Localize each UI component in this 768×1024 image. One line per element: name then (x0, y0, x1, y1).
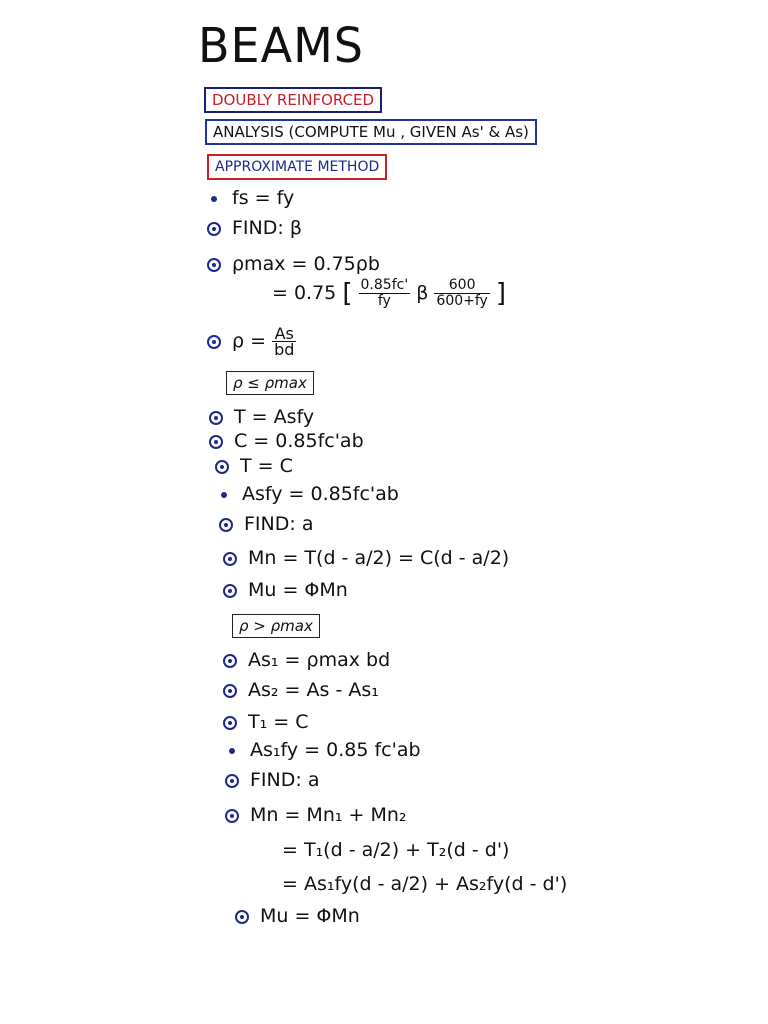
ring-bullet-icon (212, 454, 232, 478)
ring-bullet-icon (220, 648, 240, 672)
dot-bullet-icon (222, 738, 242, 762)
ring-bullet-icon (220, 678, 240, 702)
ring-bullet-icon (222, 768, 242, 792)
step-rho-max-expanded: = 0.75 [ $\frac{0.85fc'}{fy}$ β $\frac{600}{600+fy}$ ] (272, 277, 507, 309)
step-rho: ρ = $\frac{As}{bd}$ (204, 326, 296, 357)
ring-bullet-icon (216, 512, 236, 536)
ring-bullet-icon (222, 803, 242, 827)
section-approximate-method: APPROXIMATE METHOD (207, 154, 387, 180)
ring-bullet-icon (204, 329, 224, 353)
fraction-600: $\frac{600}{600+fy}$ (436, 277, 488, 309)
case1-step: FIND: a (216, 512, 313, 536)
case2-step: T₁ = C (220, 710, 309, 734)
case-rho-gt-rhomax: ρ > ρmax (232, 614, 320, 638)
step-find-beta: FIND: β (204, 216, 302, 240)
section-doubly-reinforced: DOUBLY REINFORCED (204, 87, 382, 113)
page-title: BEAMS (198, 16, 364, 74)
case2-step: As₁fy = 0.85 fc'ab (222, 738, 421, 762)
dot-bullet-icon (204, 186, 224, 210)
ring-bullet-icon (220, 578, 240, 602)
case2-step: Mn = Mn₁ + Mn₂ (222, 803, 407, 827)
step-fs-fy: fs = fy (204, 186, 294, 210)
ring-bullet-icon (220, 710, 240, 734)
case2-step: Mu = ΦMn (232, 904, 360, 928)
ring-bullet-icon (204, 216, 224, 240)
bracket-close: ] (495, 278, 507, 309)
ring-bullet-icon (220, 546, 240, 570)
case2-step: FIND: a (222, 768, 319, 792)
ring-bullet-icon (232, 904, 252, 928)
case1-step: Mu = ΦMn (220, 578, 348, 602)
case2-step: As₁ = ρmax bd (220, 648, 390, 672)
case1-step: T = C (212, 454, 293, 478)
ring-bullet-icon (204, 252, 224, 276)
bracket-open: [ (342, 278, 353, 309)
case1-step: Mn = T(d - a/2) = C(d - a/2) (220, 546, 509, 570)
case1-step: C = 0.85fc'ab (206, 429, 364, 453)
fraction-as-bd: $\frac{As}{bd}$ (274, 324, 295, 359)
section-analysis: ANALYSIS (COMPUTE Mu , GIVEN As' & As) (205, 119, 537, 145)
fraction-fc-fy: $\frac{0.85fc'}{fy}$ (360, 277, 409, 309)
case2-step: = T₁(d - a/2) + T₂(d - d') (282, 839, 510, 861)
ring-bullet-icon (206, 429, 226, 453)
case2-step: = As₁fy(d - a/2) + As₂fy(d - d') (282, 873, 568, 895)
beta-symbol: β (416, 282, 429, 304)
case1-step: T = Asfy (206, 405, 314, 429)
case1-step: Asfy = 0.85fc'ab (214, 482, 399, 506)
step-rho-max: ρmax = 0.75ρb (204, 252, 380, 276)
case2-step: As₂ = As - As₁ (220, 678, 379, 702)
case-rho-le-rhomax: ρ ≤ ρmax (226, 371, 314, 395)
dot-bullet-icon (214, 482, 234, 506)
ring-bullet-icon (206, 405, 226, 429)
